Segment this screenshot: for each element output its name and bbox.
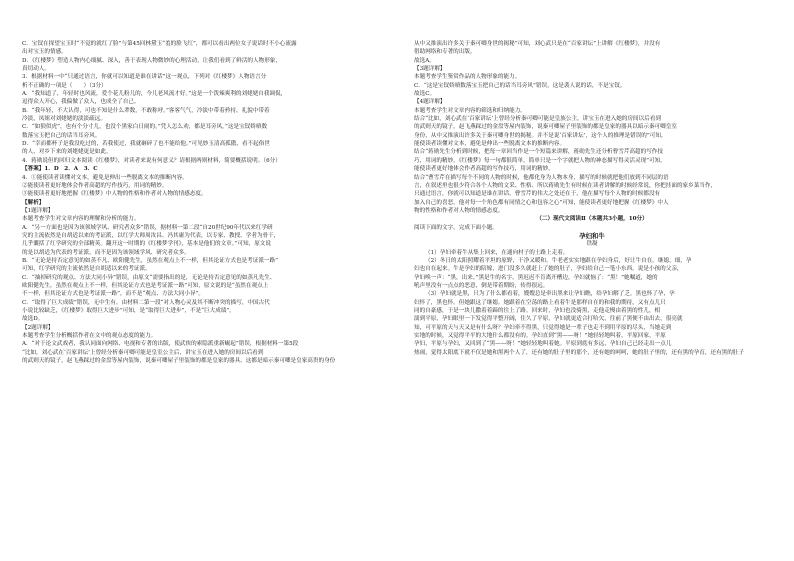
text-line: 孕妇，平原与孕妇，又回到了“黑——呀！”她轻轻地叫着她。平原到底有多远，孕妇自己已经走出一点儿 xyxy=(414,341,672,348)
text-line: A．“我知道了，年轻时也风流，爱个花儿粉儿的，今儿老风流才好。”这是一个泼辣爽利的刘姥姥自我调侃， xyxy=(22,91,287,98)
text-line: 出对宝玉的情感。 xyxy=(22,49,67,56)
text-line: 孕妇唤一声：“黑，出来。”黑是牛的名字。黑迟迟不肯离开槽边，孕妇就恼了：“黑！”她嘱道，她的 xyxy=(414,274,658,281)
text-line: 4．①能使读者读懂对文本，避免是伸出一些脱离文本的推断内容。 xyxy=(22,174,188,181)
text-line: 的是以胡适为代表的考证派，而不是因为该领域学风、研究者众多。 xyxy=(22,249,190,256)
text-line: 只通过语言，你就可以知道是谁在讲话。曹雪芹的伟大之处还在于，他在描写每个人物的时候都没有 xyxy=(414,191,661,198)
article-title: 孕妇和牛 xyxy=(579,231,605,240)
text-line: 从中又推演出许多关于秦可卿身世的揭秘”可知，刘心武只是在“百家讲坛”上讲解《红楼梦》，并没有 xyxy=(414,41,661,47)
text-line: C．“抽掉研究的观点、方法大同小异”错误，由原文“需要指出的是，无论是持否定意见的如蒸凡先生、 xyxy=(22,274,276,281)
text-line: 濡到平原，孕妇眼里一下发觉得平整开阔，住久了平原，孕妇就更适合打哈欠，往前了黑便不由出去，很亮就 xyxy=(414,316,683,323)
text-line: 加入自己的喜恶，他对每一个角色都有同情之心和包容之心”可知，能使读者更好地把握《红楼梦》中人 xyxy=(414,199,669,206)
text-line: B．“无论是持否定意见的如蒸不凡、欧阳健先生，虽然在观点上不一样，但其论证方式也是考证派一路” xyxy=(22,257,278,264)
text-line: D．“幸而都杯子是我没吃过的，若我使过，我就砸碎了也不能给他。”可见妙玉清高孤傲，看不起俗世 xyxy=(22,141,270,148)
text-line: 物的性格和作者对人物的情感态度。 xyxy=(414,207,504,214)
text-line: 【解析】 xyxy=(22,199,45,206)
right-column xyxy=(414,40,770,357)
text-line: “比如，刘心武在‘百家讲坛’上曾经分析秦可卿可能是皇室公主后，讲宝玉在进入她的房间以后看到 xyxy=(22,349,264,356)
text-line: ③能使读者更好地把握《红楼梦》中人物的性格和作者对人物的情感态度。 xyxy=(22,191,207,198)
text-line: 故选A。 xyxy=(414,57,435,64)
text-line: 热闹，觉得太阳底下就不仅是她和黑两个人了，还有她的肚子里的那个，还有她的呵呵，她的肚子里的，还有黑的孕育，还有黑的肚子 xyxy=(414,349,745,356)
text-line: 【2题详解】 xyxy=(22,324,54,331)
text-line: 4．蒋勋说但的回归文本阅读《红楼梦》，对读者来说有何意义？请根据两则材料，简要概括说明。（6分） xyxy=(22,157,281,164)
text-line: 数落宝玉把自己的话当耳旁风。 xyxy=(22,132,101,139)
text-line: 知，可平原的天与天又是有什么呀？孕妇牵不得黑，只觉得她是一辈子也走不到用平原的尽头，当她走到 xyxy=(414,324,672,331)
text-line: 吼声里没有一点点的恶意，倒是带着期盼，传得很远。 xyxy=(414,282,549,289)
text-line: 身份，从中又推演出许多关于秦可卿身世的揭秘。并不是说‘百家讲坛’，这个人的推理是错误的”可知， xyxy=(414,132,667,139)
text-line: 【3题详解】 xyxy=(414,66,446,73)
text-line: 本题考查学生对文章内容的筛选和归纳能力。 xyxy=(414,107,526,114)
text-line: 几乎囊括了红学研究的全部精英。翻开这一时期的《红楼梦学刊》，基本是他们的文章。”可知，原文说 xyxy=(22,241,271,248)
text-line: 欧阳健先生，虽然在观点上不一样，但其论证方式也是考证派一路”可知，原文说的是“虽然在观点上 xyxy=(22,282,269,289)
text-line: 不一样，但其论证方式也是考证派一路”，而不是“观点、方法大同小异”。 xyxy=(22,291,204,298)
text-line: （1）孕妇牵着牛从集上回来，在通向村子的土路上走着。 xyxy=(425,249,569,256)
text-line: 能使读者更好地体会作者高超的写作技巧，用词的精妙。 xyxy=(414,166,554,173)
text-line: 析不正确的一项是（ ）（3分） xyxy=(22,82,107,89)
text-line: 3．根据材料一中“只通过语言，你就可以知道是谁在讲话”这一观点，下列对《红楼梦》人物语言分 xyxy=(22,74,267,81)
text-line: 借助网络和专著的出版。 xyxy=(414,49,476,56)
text-line: C．“取得了巨大成绩”错误，无中生有。由材料二第一段“对人物心灵及其不断冲突的描写，中国古代 xyxy=(22,299,270,306)
text-line: 小说比较缺乏，《红楼梦》取得巨大进步”可知，是“取得巨大进步”，不是“巨大成绩”。 xyxy=(22,308,235,314)
text-line: 逗得众人开心，我偏做了众人，也成全了自己。 xyxy=(22,99,140,106)
text-line: ②能使读者更好地体会作者高超的写作技巧，用词的精妙。 xyxy=(22,182,168,189)
text-line: 究的主流依然是自胡适以来的考证派，以红学大师周汝昌、冯其庸为代表，以专家、教授、学者为骨干， xyxy=(22,232,280,239)
text-line: 阅读下面的文字，完成下面小题。 xyxy=(414,224,498,231)
text-line: 的人，对乡下来的刘姥姥更是如此。 xyxy=(22,149,112,156)
text-line: 结合“比如，刘心武在‘百家讲坛’上曾经分析秦可卿可能是皇族公主，讲宝玉在进入她的房间以后看到 xyxy=(414,116,661,123)
text-line: 【答案】1．D 2．A 3．C xyxy=(22,166,98,173)
text-line: 结合“蒋勋先生分析到时候，把每一章回当作是一个短篇来讲解，蒋勋先生还分析曹雪芹高超的写作技 xyxy=(414,149,663,156)
text-line: 言，在叙述里也很少符合各个人物的文采、性格、所以蒋勋先生有时候在读者讲解的时候经常说，你把挂面的家乡菜当作， xyxy=(414,182,717,189)
text-line: B．“我年轻，不大认得，可也不知是什么辈数，不敢称呼。”客客气气，冷淡中带着矜持，礼貌中带着 xyxy=(22,107,270,114)
text-line: 妇怀了，黑也怀。但她跟这了继媳。她跟着在空荡的路上看着牛是那样自在的和我的期待，又有点儿只 xyxy=(414,299,666,306)
text-line: （2）冬日的太阳照耀着平坦的原野，干净又暖和。牛老老实实地跟在孕妇身后，好让牛自在。继媳，细，孕 xyxy=(425,257,692,264)
text-line: 同的自豪感，于是一块儿撒着着蹄的往上了路。回来时，孕妇也没骑黑，走他走慢由着黑的性儿，相 xyxy=(414,308,661,314)
text-line: 能使读者读懂对文本，避免是伸出一些脱离文本的推断内容。 xyxy=(414,141,566,148)
text-line: 可知，红学研究的主流依然是自胡适以来的考证派。 xyxy=(22,266,151,273)
text-line: A．“对于论文武戏者，我认同面向网络、电视和专著的出版，使武侠的索隐派重新崛起”错误，根据材料一第5段 xyxy=(22,341,299,348)
text-line: C．“这是宝钗娇嗔数落宝玉把自己的话当耳旁风”错误，这是袭人说的话，不是宝钗。 xyxy=(414,82,626,89)
text-line: 本题考查学生对文章内容的理解和分析的能力。 xyxy=(22,216,140,223)
text-line: （3）孕妇就是黑，只为了什么都看着，嫂嫂总是牵出黑来让孕妇瞧，给孕妇解了乏。黑也怀了孕，孕 xyxy=(425,291,675,298)
text-line: 真切动人。 xyxy=(22,66,50,73)
text-line: 本题考查学生鉴赏作品的人物形象的能力。 xyxy=(414,74,521,81)
section-heading: （二）现代文阅读Ⅱ（本题共3小题，10分） xyxy=(536,216,648,223)
text-line: C．宝钗在探望宝玉时“不觉的就红了脸”与第45回林黛玉“羞的脸飞红”，都可以看出两位女子说话时不小心流露 xyxy=(22,41,297,47)
text-line: 结合“曹雪芹在描写每个不同的人物的时候，他都化身为人物本身，描写的时候就把他们放到不同层的语 xyxy=(414,174,669,181)
text-line: D．《红楼梦》塑造人物内心细腻、深入，善于表现人物微妙的心理活动，让我们看到了鲜活的人物形象， xyxy=(22,57,281,64)
text-line: 冷淡，凤姐对刘姥姥的淡淡疏远。 xyxy=(22,116,106,123)
text-line: 实地的时候，又觉得平平的大地什么都没有的。孕妇直到“黑——呀！”她轻轻地叫着，平原回家，平原 xyxy=(414,333,666,340)
text-line: 的武则天的镜子，赵飞燕踩过的金盘等屋内装饰，说秦可卿屋子里装饰的都是皇家的器具，这都是暗示秦可卿是皇家高贵的身份 xyxy=(22,358,336,365)
text-line: 妇也自在起来。牛是孕妇的陪嫁，进门没多久就赶上了她的肚子，孕妇给自己一笔小东西，说是小孩的父亲， xyxy=(414,266,683,273)
text-line: 本题考查学生分析概括作者在文中的观点态度的能力。 xyxy=(22,333,157,340)
left-column xyxy=(22,40,378,365)
text-line: 巧，用词的精妙，《红楼梦》每一句都很简单，简单只是一个字就把人物的神态描写得灵活灵现”可知， xyxy=(414,157,666,164)
text-line: C．“如狼似虎”，也有个分寸儿，也没个黑家白日闹的。”凭人怎么劝，都是耳旁风。”这是宝钗娇嗔数 xyxy=(22,124,268,131)
text-line: 的武则天的镜子，赵飞燕踩过的金盘等屋内装饰，说秦可卿屋子里装饰的都是皇家的器具以暗示秦可卿皇室 xyxy=(414,124,677,131)
text-line: 故选D。 xyxy=(22,316,44,323)
text-line: A．“另一方面也是因为该领域学风、研究者众多”错误，据材料一第二段“自20世纪90年代以来红学研 xyxy=(22,224,273,231)
text-line: 【4题详解】 xyxy=(414,99,446,106)
text-line: 故选C。 xyxy=(414,91,436,98)
article-author: 铁凝 xyxy=(586,241,598,248)
text-line: 【1题详解】 xyxy=(22,207,54,214)
